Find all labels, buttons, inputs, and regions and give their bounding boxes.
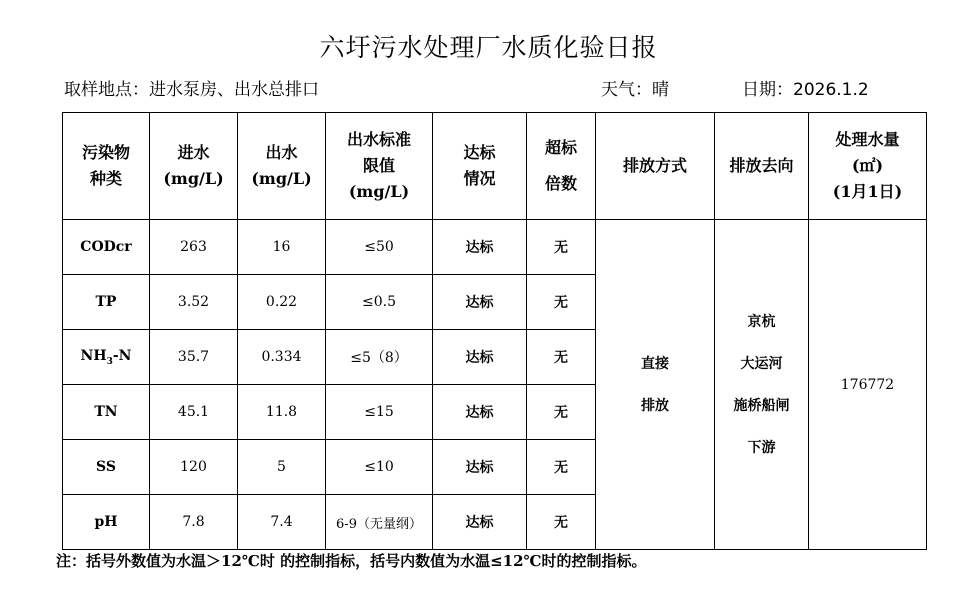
sampling-location: 取样地点：进水泵房、出水总排口 xyxy=(64,80,319,100)
treatment-volume: 176772 xyxy=(809,220,927,550)
limit-value: ≤0.5 xyxy=(326,275,433,330)
header-discharge-method: 排放方式 xyxy=(596,113,715,220)
compliance-status: 达标 xyxy=(433,330,527,385)
header-limit: 出水标准 限值 (mg/L) xyxy=(326,113,433,220)
report-date: 日期：2026.1.2 xyxy=(742,80,869,100)
report-title: 六圩污水处理厂水质化验日报 xyxy=(319,33,658,62)
pollutant-name: pH xyxy=(63,495,150,550)
outflow-value: 0.22 xyxy=(238,275,326,330)
limit-value: ≤50 xyxy=(326,220,433,275)
discharge-method: 直接 排放 xyxy=(596,220,715,550)
header-outflow: 出水 (mg/L) xyxy=(238,113,326,220)
pollutant-name: $NH_3-N$ xyxy=(63,330,150,385)
exceed-times: 无 xyxy=(527,330,596,385)
outflow-value: 0.334 xyxy=(238,330,326,385)
header-volume: 处理水量 (㎡) (1月1日) xyxy=(809,113,927,220)
footnote: 注：括号外数值为水温＞12℃时 的控制指标，括号内数值为水温≤12℃时的控制指标。 xyxy=(56,552,647,570)
exceed-times: 无 xyxy=(527,385,596,440)
header-pollutant: 污染物 种类 xyxy=(63,113,150,220)
outflow-value: 5 xyxy=(238,440,326,495)
limit-value: 6-9（无量纲） xyxy=(326,495,433,550)
header-discharge-destination: 排放去向 xyxy=(715,113,809,220)
inflow-value: 120 xyxy=(150,440,238,495)
inflow-value: 263 xyxy=(150,220,238,275)
pollutant-name: TP xyxy=(63,275,150,330)
pollutant-name: TN xyxy=(63,385,150,440)
discharge-destination: 京杭 大运河 施桥船闸 下游 xyxy=(715,220,809,550)
header-inflow: 进水 (mg/L) xyxy=(150,113,238,220)
water-quality-table xyxy=(62,112,927,550)
inflow-value: 7.8 xyxy=(150,495,238,550)
limit-value: ≤5（8） xyxy=(326,330,433,385)
limit-value: ≤10 xyxy=(326,440,433,495)
compliance-status: 达标 xyxy=(433,275,527,330)
inflow-value: 45.1 xyxy=(150,385,238,440)
exceed-times: 无 xyxy=(527,220,596,275)
exceed-times: 无 xyxy=(527,495,596,550)
compliance-status: 达标 xyxy=(433,220,527,275)
outflow-value: 16 xyxy=(238,220,326,275)
outflow-value: 7.4 xyxy=(238,495,326,550)
inflow-value: 35.7 xyxy=(150,330,238,385)
inflow-value: 3.52 xyxy=(150,275,238,330)
pollutant-name: CODcr xyxy=(63,220,150,275)
header-compliance: 达标 情况 xyxy=(433,113,527,220)
table-row xyxy=(63,220,927,275)
compliance-status: 达标 xyxy=(433,385,527,440)
pollutant-name: SS xyxy=(63,440,150,495)
compliance-status: 达标 xyxy=(433,495,527,550)
limit-value: ≤15 xyxy=(326,385,433,440)
exceed-times: 无 xyxy=(527,275,596,330)
header-exceed: 超标 倍数 xyxy=(527,113,596,220)
outflow-value: 11.8 xyxy=(238,385,326,440)
compliance-status: 达标 xyxy=(433,440,527,495)
header-row xyxy=(63,113,927,220)
exceed-times: 无 xyxy=(527,440,596,495)
weather: 天气：晴 xyxy=(601,80,669,100)
